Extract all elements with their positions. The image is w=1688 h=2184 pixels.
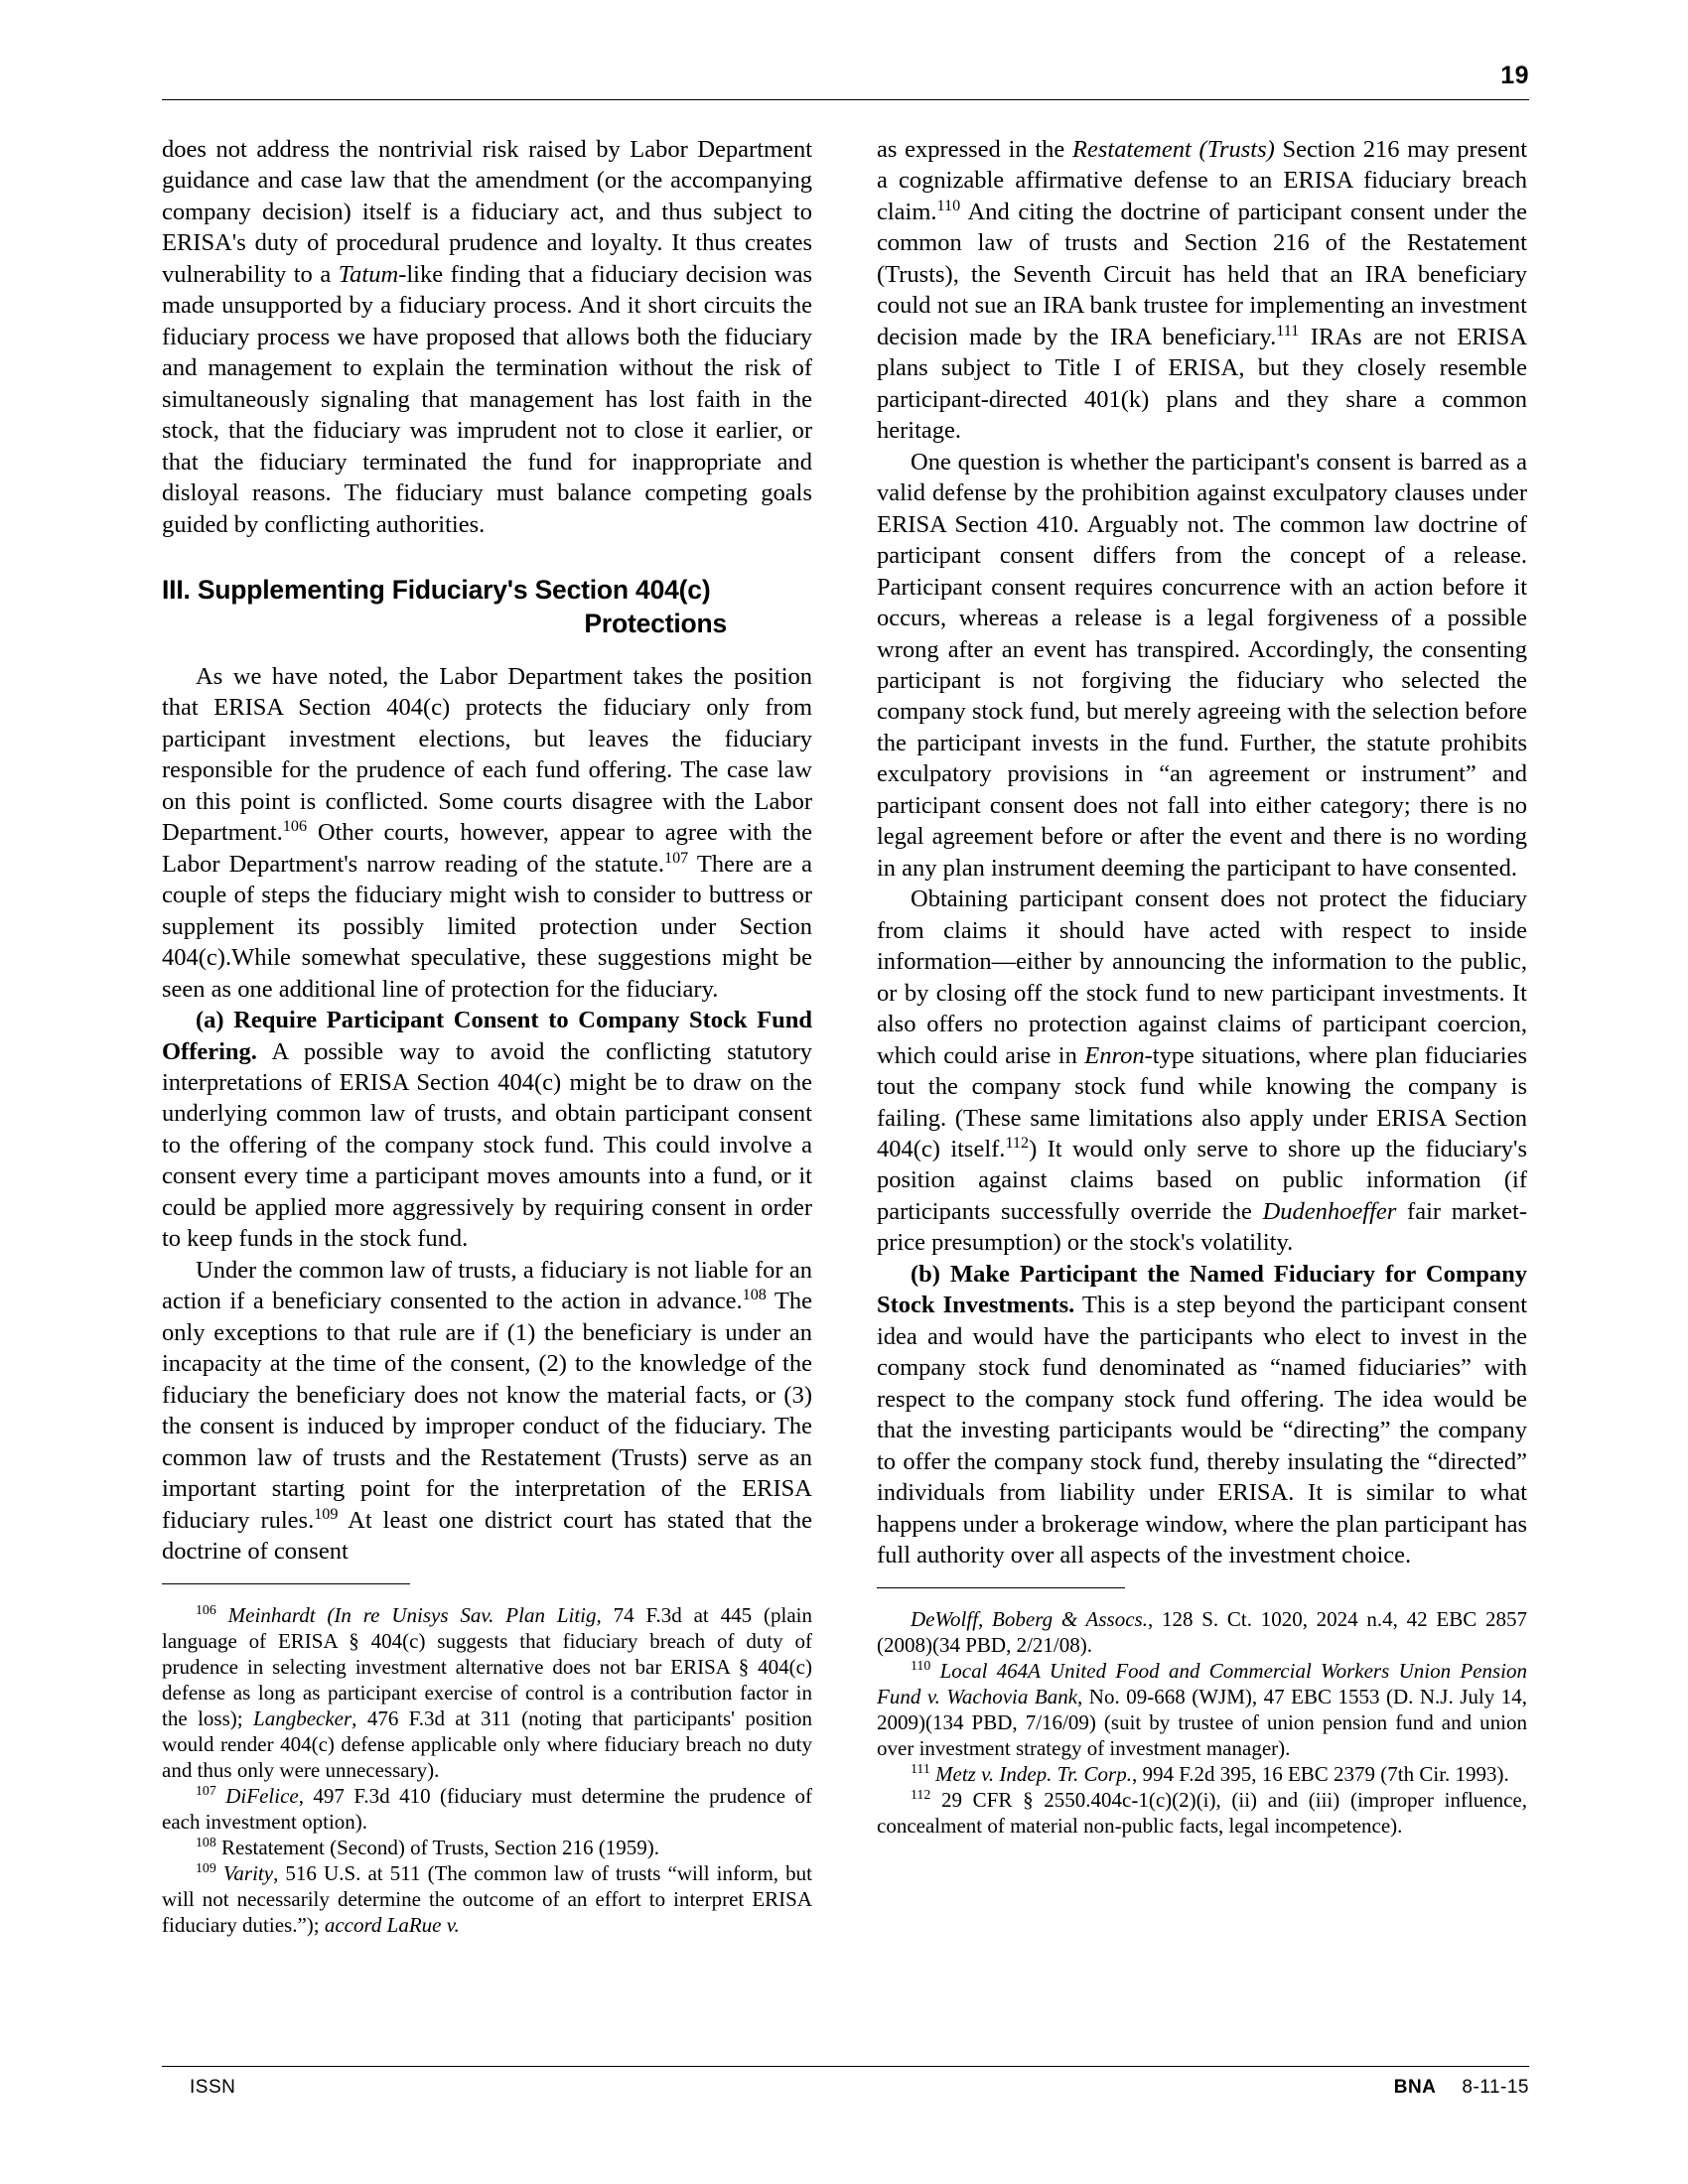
paragraph xyxy=(162,661,812,1005)
two-column-body xyxy=(162,134,1527,2020)
footnote-list xyxy=(162,1602,812,1938)
text-run: Section 216 may present a cognizable affirmative defense to an ERISA fiduciary breach claim. xyxy=(877,136,1527,225)
header-rule xyxy=(162,99,1529,100)
footnote-list xyxy=(877,1606,1527,1839)
footer-bna-label: BNA xyxy=(1393,2077,1437,2098)
text-run: IRAs are not ERISA plans subject to Title I of ERISA, but they closely resemble participant-directed 401(k) plans and they share a common heritage. xyxy=(877,323,1528,445)
footnote-italic-run: Meinhardt (In re Unisys Sav. Plan Litig, xyxy=(227,1602,602,1627)
text-run: fair market-price presumption) or the stock's volatility. xyxy=(877,1197,1527,1257)
footnote-ref: 112 xyxy=(1005,1134,1030,1152)
footnote-italic-run: Local 464A United Food and Commercial Workers Union Pension Fund v. Wachovia Bank xyxy=(877,1658,1527,1708)
footnote-item xyxy=(162,1835,812,1860)
text-run: Obtaining participant consent does not protect the fiduciary from claims it should have acted with respect to inside information—either by announcing the information to the public, or by closing off the stock fund to new participant investments. It also offers no protection against claims of participant coercion, which could arise in xyxy=(877,886,1527,1069)
footnote-number: 110 xyxy=(911,1657,931,1673)
footnote-text-run: , 476 F.3d at 311 (noting that participants' position would render 404(c) defense applicable only where fiduciary breach no duty and thus only were unnecessary). xyxy=(162,1706,812,1782)
footnote-ref: 110 xyxy=(936,197,961,214)
paragraph-continuation xyxy=(877,134,1527,447)
footnote-item xyxy=(877,1761,1527,1787)
footnote-text-run xyxy=(216,1861,223,1885)
footnote-separator-rule xyxy=(162,1583,410,1584)
footnote-item xyxy=(877,1787,1527,1839)
italic-case-name: Tatum xyxy=(338,260,399,288)
page-number: 19 xyxy=(1500,62,1529,89)
paragraph xyxy=(877,884,1527,1259)
footnote-text-run xyxy=(930,1659,939,1683)
footnote-italic-run: DeWolff, Boberg & Assocs. xyxy=(911,1606,1148,1631)
footnote-italic-run: accord LaRue v. xyxy=(324,1912,460,1937)
footer-publisher xyxy=(1394,2077,1529,2099)
footnote-text-run: 29 CFR § 2550.404c-1(c)(2)(i), (ii) and (iii) (improper influence, concealment of material non-public facts, legal incompetence). xyxy=(877,1787,1527,1838)
footnote-ref: 109 xyxy=(314,1505,339,1523)
paragraph: One question is whether the participant's consent is barred as a valid defense by the prohibition against exculpatory clauses under ERISA Section 410. Arguably not. The common law doctrine of participant consent differs from the concept of a release. Participant consent requires concurrence with an action before it occurs, whereas a release is a legal forgiveness of a possible wrong after an event has transpired. Accordingly, the consenting participant is not forgiving the fiduciary who selected the company stock fund, but merely agreeing with the selection before the participant invests in the fund. Further, the statute prohibits exculpatory provisions in “an agreement or instrument” and participant consent does not fall into either category; there is no legal agreement before or after the event and there is no wording in any plan instrument deeming the participant to have consented. xyxy=(877,448,1527,882)
footnote-text-run: , 994 F.2d 395, 16 EBC 2379 (7th Cir. 1993). xyxy=(1131,1761,1509,1786)
text-run: ) It would only serve to shore up the fiduciary's position against claims based on public information (if participants successfully override the xyxy=(877,1136,1527,1225)
text-run: The only exceptions to that rule are if (1) the beneficiary is under an incapacity at the time of the consent, (2) to the knowledge of the fiduciary the beneficiary does not know the material facts, or (3) the consent is induced by improper conduct of the fiduciary. The common law of trusts and the Restatement (Trusts) serve as an important starting point for the interpretation of the ERISA fiduciary rules. xyxy=(162,1288,813,1534)
footnote-number: 106 xyxy=(196,1601,216,1617)
footnote-text-run: Restatement (Second) of Trusts, Section 216 (1959). xyxy=(215,1835,660,1859)
text-run: Other courts, however, appear to agree with the Labor Department's narrow reading of the statute. xyxy=(162,819,812,878)
text-run: As we have noted, the Labor Department takes the position that ERISA Section 404(c) protects the fiduciary only from participant investment elections, but leaves the fiduciary responsible for the prudence of each fund offering. The case law on this point is conflicted. Some courts disagree with the Labor Department. xyxy=(162,662,812,847)
section-heading xyxy=(162,574,812,641)
paragraph xyxy=(162,1255,812,1568)
paragraph-lead-in: (a) Require Participant Consent to Company Stock Fund Offering. xyxy=(162,1007,812,1065)
footnote-item xyxy=(162,1860,812,1938)
footnote-italic-run: Langbecker xyxy=(253,1706,352,1730)
footnote-text-run xyxy=(216,1603,228,1627)
footnote-text-run xyxy=(216,1784,225,1808)
paragraph xyxy=(877,1259,1527,1571)
italic-case-name: Dudenhoeffer xyxy=(1262,1197,1397,1225)
footnote-item xyxy=(877,1606,1527,1658)
text-run: Under the common law of trusts, a fiduciary is not liable for an action if a beneficiary consented to the action in advance. xyxy=(162,1256,812,1315)
text-run: does not address the nontrivial risk raised by Labor Department guidance and case law that the amendment (or the accompanying company decision) itself is a fiduciary act, and thus subject to ERISA's duty of procedural prudence and loyalty. It thus creates vulnerability to a xyxy=(162,136,812,288)
footnote-italic-run: DiFelice xyxy=(225,1783,299,1808)
text-run: There are a couple of steps the fiduciary might wish to consider to buttress or supplement its possibly limited protection under Section 404(c).While somewhat speculative, these suggestions might be seen as one additional line of protection for the fiduciary. xyxy=(162,850,812,1003)
footnote-text-run: 74 F.3d at 445 (plain language of ERISA § 404(c) suggests that fiduciary breach of duty of prudence in selecting investment alternative does not bar ERISA § 404(c) defense as long as participant exercise of control is a contribution factor in the loss); xyxy=(162,1602,812,1730)
footnote-text-run: , No. 09-668 (WJM), 47 EBC 1553 (D. N.J. July 14, 2009)(134 PBD, 7/16/09) (suit by trustee of union pension fund and union over investment strategy of investment manager). xyxy=(877,1684,1528,1760)
footnote-italic-run: Metz v. Indep. Tr. Corp. xyxy=(935,1761,1132,1786)
text-run: -type situations, where plan fiduciaries tout the company stock fund while knowing the company is failing. (These same limitations also apply under ERISA Section 404(c) itself. xyxy=(877,1041,1527,1162)
left-column xyxy=(162,134,812,1938)
paragraph-lead-in: (b) Make Participant the Named Fiduciary for Company Stock Investments. xyxy=(877,1260,1527,1319)
italic-source-name: Restatement (Trusts) xyxy=(1072,136,1275,163)
text-run: At least one district court has stated that the doctrine of consent xyxy=(162,1506,812,1566)
footnote-item xyxy=(162,1783,812,1835)
footer-date: 8-11-15 xyxy=(1462,2077,1529,2098)
footer-rule xyxy=(162,2066,1529,2067)
footnote-number: 109 xyxy=(196,1859,216,1875)
text-run: This is a step beyond the participant consent idea and would have the participants who elect to invest in the company stock fund denominated as “named fiduciaries” with respect to the company stock fund offering. The idea would be that the investing participants would be “directing” the company to offer the company stock fund, thereby insulating the “directed” individuals from liability under ERISA. It is similar to what happens under a brokerage window, where the plan participant has full authority over all aspects of the investment choice. xyxy=(877,1292,1527,1570)
right-column xyxy=(877,134,1527,1839)
page-footer xyxy=(162,2077,1529,2107)
paragraph xyxy=(162,1005,812,1255)
footnote-ref: 107 xyxy=(663,849,689,867)
italic-case-name: Enron xyxy=(1084,1041,1145,1069)
text-run: as expressed in the xyxy=(877,136,1073,163)
footnote-number: 108 xyxy=(196,1834,216,1849)
footnote-text-run: , 497 F.3d 410 (fiduciary must determine the prudence of each investment option). xyxy=(162,1783,812,1834)
footnote-ref: 106 xyxy=(282,818,308,836)
footer-issn: ISSN xyxy=(190,2077,236,2098)
footnote-item xyxy=(162,1602,812,1783)
footnote-ref: 108 xyxy=(742,1287,767,1304)
section-heading-line-1: III. Supplementing Fiduciary's Section 404(c) xyxy=(162,575,711,606)
footnote-number: 112 xyxy=(911,1786,931,1802)
footnote-text-run: , 516 U.S. at 511 (The common law of trusts “will inform, but will not necessarily determine the outcome of an effort to interpret ERISA fiduciary duties.”); xyxy=(162,1860,812,1937)
text-run: And citing the doctrine of participant consent under the common law of trusts and Section 216 of the Restatement (Trusts), the Seventh Circuit has held that an IRA beneficiary could not sue an IRA bank trustee for implementing an investment decision made by the IRA beneficiary. xyxy=(877,198,1527,350)
section-heading-line-2: Protections xyxy=(584,609,727,638)
paragraph-continuation xyxy=(162,134,812,540)
footnote-separator-rule xyxy=(877,1587,1125,1588)
footnote-italic-run: Varity xyxy=(222,1860,274,1885)
footnote-ref: 111 xyxy=(1276,322,1300,340)
footnote-number: 111 xyxy=(911,1760,930,1776)
footnote-item xyxy=(877,1658,1527,1761)
footnote-number: 107 xyxy=(196,1782,216,1798)
text-run: -like finding that a fiduciary decision was made unsupported by a fiduciary process. And it short circuits the fiduciary process we have proposed that allows both the fiduciary and management to explain the termination without the risk of simultaneously signaling that management has lost faith in the stock, that the fiduciary was imprudent not to close it earlier, or that the fiduciary terminated the fund for inappropriate and disloyal reasons. The fiduciary must balance competing goals guided by conflicting authorities. xyxy=(162,260,812,538)
text-run: A possible way to avoid the conflicting statutory interpretations of ERISA Section 404(c) might be to draw on the underlying common law of trusts, and obtain participant consent to the offering of the company stock fund. This could involve a consent every time a participant moves amounts into a fund, or it could be applied more aggressively by requiring consent in order to keep funds in the stock fund. xyxy=(162,1037,812,1253)
footnote-text-run: , 128 S. Ct. 1020, 2024 n.4, 42 EBC 2857 (2008)(34 PBD, 2/21/08). xyxy=(877,1606,1527,1657)
